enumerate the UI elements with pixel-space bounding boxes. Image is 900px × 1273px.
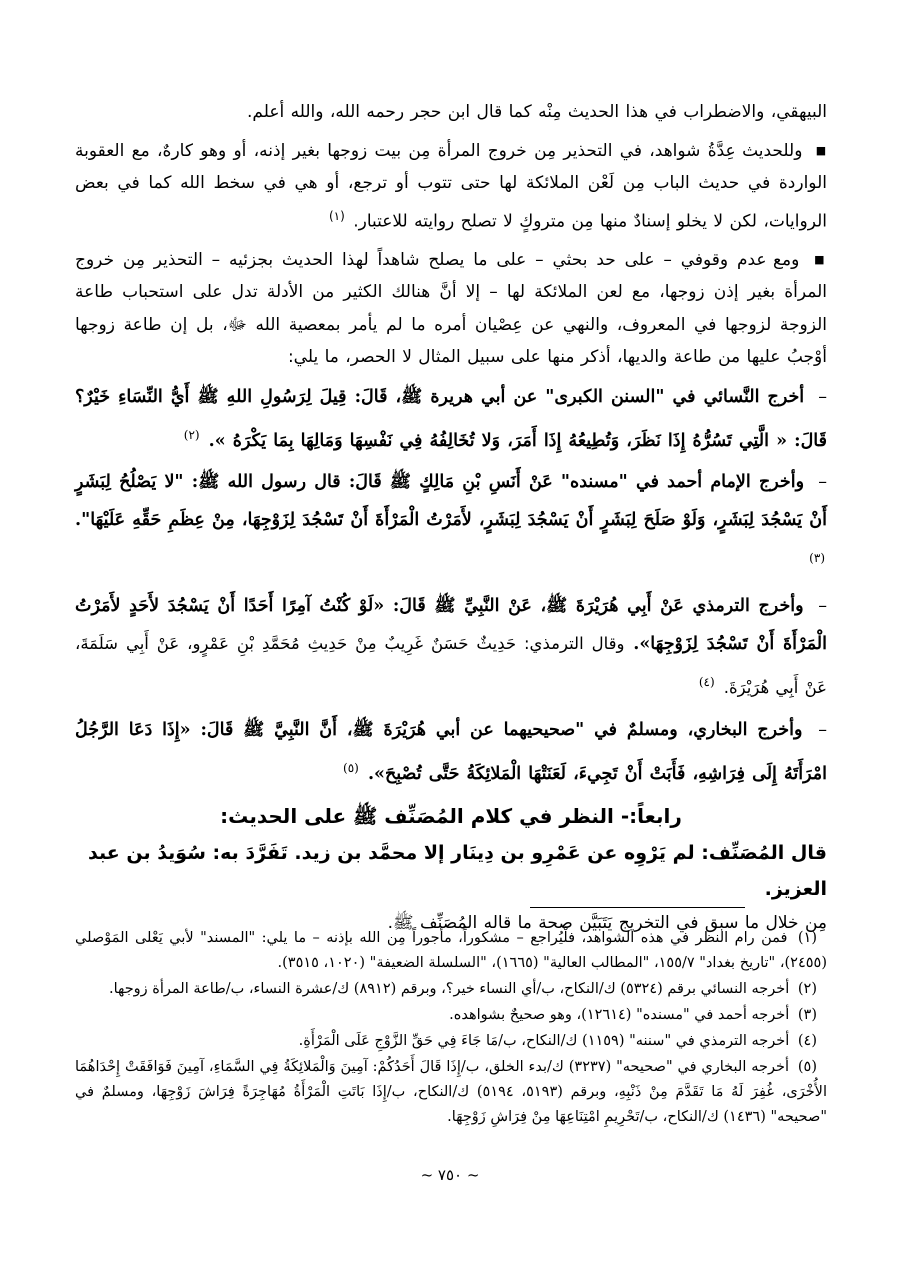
hadith-text: أخرج النَّسائي في "السنن الكبرى" عن أبي هريرة ﷺ، قَالَ: قِيلَ لِرَسُولِ اللهِ ﷺ أَيُّ النِّسَاءِ خَيْرٌ؟ قَالَ: « الَّتِي تَسُرُّهُ إِذَا نَظَرَ، وَتُطِيعُهُ إِذَا أَمَرَ، وَلا تُخَالِفُهُ فِي نَفْسِهَا وَمَالِهَا بِمَا يَكْرَهُ ».	[75, 386, 827, 451]
footnote-ref[interactable]: (٣)	[809, 551, 825, 566]
hadith-text: وأخرج البخاري، ومسلمٌ في "صحيحيهما عن أبي هُرَيْرَةَ ﷺ، أَنَّ النَّبِيَّ ﷺ قَالَ: «إِذَا دَعَا الرَّجُلُ امْرَأَتَهُ إِلَى فِرَاشِهِ، فَأَبَتْ أَنْ تَجِيءَ، لَعَنَتْهَا الْمَلائِكَةُ حَتَّى تُصْبِحَ».	[75, 720, 827, 784]
hadith-text: وأخرج الإمام أحمد في "مسنده" عَنْ أَنَسِ بْنِ مَالِكٍ ﷺ قَالَ: قال رسول الله ﷺ: "لا يَصْلُحُ لِبَشَرٍ أَنْ يَسْجُدَ لِبَشَرٍ، وَلَوْ صَلَحَ لِبَشَرٍ أَنْ يَسْجُدَ لِبَشَرٍ، لأَمَرْتُ الْمَرْأَةَ أَنْ تَسْجُدَ لِزَوْجِهَا، مِنْ عِظَمِ حَقِّهِ عَلَيْهَا".	[75, 472, 827, 531]
dash-marker: –	[818, 472, 827, 493]
hadith-nasai	[75, 378, 827, 460]
page-number: ~ ٧٥٠ ~	[420, 1166, 480, 1184]
footnote-item	[75, 926, 827, 976]
footnote-number: (٣)	[797, 1007, 817, 1023]
footnote-item	[75, 1003, 827, 1028]
paragraph-text: وللحديث عِدَّةُ شواهد، في التحذير مِن خروج المرأة مِن بيت زوجها بغير إذنه، أو وهو كارهٌ، مع العقوبة الواردة في حديث الباب مِن لَعْن الملائكة لها حتى تتوب أو ترجع، أو هي في سخط الله كما في بعض الروايات، لكن لا يخلو إسنادٌ منها مِن متروكٍ لا تصلح روايته للاعتبار.	[75, 140, 827, 232]
footnote-item	[75, 1055, 827, 1130]
hadith-tirmidhi	[75, 587, 827, 707]
footnote-item	[75, 1029, 827, 1054]
footnote-text: أخرجه البخاري في "صحيحه" (٣٢٣٧) ك/بدء الخلق، ب/إِذَا قَالَ أَحَدُكُمْ: آمِينَ وَالْمَلائِكَةُ فِي السَّمَاءِ، آمِينَ فَوَافَقَتْ إِحْدَاهُمَا الأُخْرَى، غُفِرَ لَهُ مَا تَقَدَّمَ مِنْ ذَنْبِهِ، وبرقم (٥١٩٣، ٥١٩٤) ك/النكاح، ب/إِذَا بَاتَتِ الْمَرْأَةُ مُهَاجِرَةً فِرَاشَ زَوْجِهَا، ومسلمٌ في "صحيحه" (١٤٣٦) ك/النكاح، ب/تَحْرِيمِ امْتِنَاعِهَا مِنْ فِرَاشِ زَوْجِهَا.	[75, 1059, 827, 1125]
paragraph-witnesses	[75, 135, 827, 238]
tirmidhi-grading: وقال الترمذي: حَدِيثٌ حَسَنٌ غَرِيبٌ مِنْ حَدِيثِ مُحَمَّدِ بْنِ عَمْرٍو، عَنْ أَبِي سَلَمَةَ، عَنْ أَبِي هُرَيْرَةَ.	[75, 634, 827, 698]
footnote-ref[interactable]: (١)	[328, 208, 345, 223]
footnote-text: فمن رام النظر في هذه الشواهد، فلْيُراجع – مشكوراً، مأجوراً مِن الله بإذنه – ما يلي: "المسند" لأبي يَعْلى المَوْصلي (٢٤٥٥)، "تاريخ بغداد" ١٥٥/٧، "المطالب العالية" (١٦٦٥)، "السلسلة الضعيفة" (١٠٢٠، ٣٥١٥).	[75, 930, 827, 971]
footnote-item	[75, 977, 827, 1002]
footnote-number: (٤)	[797, 1033, 817, 1049]
footnote-divider	[530, 907, 745, 908]
dash-marker: –	[818, 386, 827, 407]
hadith-bukhari-muslim	[75, 711, 827, 793]
bullet-icon: ■	[814, 252, 827, 266]
footnote-ref[interactable]: (٢)	[183, 427, 200, 442]
footnotes-section	[75, 926, 827, 1131]
footnote-number: (٢)	[797, 981, 817, 997]
hadith-text: وأخرج الترمذي عَنْ أَبِي هُرَيْرَةَ ﷺ، عَنْ النَّبِيِّ ﷺ قَالَ: «لَوْ كُنْتُ آمِرًا أَحَدًا أَنْ يَسْجُدَ لأَحَدٍ لأَمَرْتُ الْمَرْأَةَ أَنْ تَسْجُدَ لِزَوْجِهَا».	[75, 596, 828, 655]
paragraph-text: ومع عدم وقوفي – على حد بحثي – على ما يصلح شاهداً لهذا الحديث بجزئيه – التحذير مِن خروج المرأة بغير إذن زوجها، مع لعن الملائكة لها – إلا أنَّ هنالك الكثير من الأدلة تدل على استحباب طاعة الزوجة لزوجها في المعروف، والنهي عن عِصْيان أمره ما لم يأمر بمعصية الله ﷻ، بل إن طاعة زوجها أوْجبُ عليها من طاعة والديها، أذكر منها على سبيل المثال لا الحصر، ما يلي:	[75, 249, 827, 368]
footnote-text: أخرجه أحمد في "مسنده" (١٢٦١٤)، وهو صحيحٌ بشواهده.	[449, 1007, 790, 1023]
footnote-text: أخرجه الترمذي في "سننه" (١١٥٩) ك/النكاح، ب/مَا جَاءَ فِي حَقِّ الزَّوْجِ عَلَى الْمَرْأَةِ.	[298, 1033, 790, 1049]
hadith-ahmad	[75, 463, 827, 583]
page-body	[75, 96, 827, 939]
bullet-icon: ■	[815, 143, 827, 157]
section-heading: رابعاً:- النظر في كلام المُصَنِّف ﷺ على الحديث:	[220, 803, 682, 828]
paragraph-evidence	[75, 244, 827, 374]
footnote-ref[interactable]: (٤)	[698, 675, 715, 690]
footnote-number: (١)	[797, 930, 817, 946]
author-quote: قال المُصَنِّف: لم يَرْوِه عن عَمْرِو بن دِينَار إلا محمَّد بن زيد. تَفَرَّدَ به: سُوَيدُ بن عبد العزيز.	[88, 841, 827, 900]
paragraph-text: البيهقي، والاضطراب في هذا الحديث مِنْه كما قال ابن حجر رحمه الله، والله أعلم.	[247, 102, 827, 122]
footnote-text: أخرجه النسائي برقم (٥٣٢٤) ك/النكاح، ب/أي النساء خير؟، وبرقم (٨٩١٢) ك/عشرة النساء، ب/طاعة المرأة زوجها.	[109, 981, 790, 997]
footnote-number: (٥)	[797, 1059, 818, 1075]
paragraph-continuation	[75, 96, 827, 129]
conclusion-paragraph: مِن خلال ما سبق في التخريج يَتَبَيَّن صحة ما قاله المُصَنِّف ﷺ.	[387, 912, 827, 933]
dash-marker: –	[818, 720, 828, 741]
footnote-ref[interactable]: (٥)	[343, 761, 359, 776]
dash-marker: –	[818, 596, 827, 617]
